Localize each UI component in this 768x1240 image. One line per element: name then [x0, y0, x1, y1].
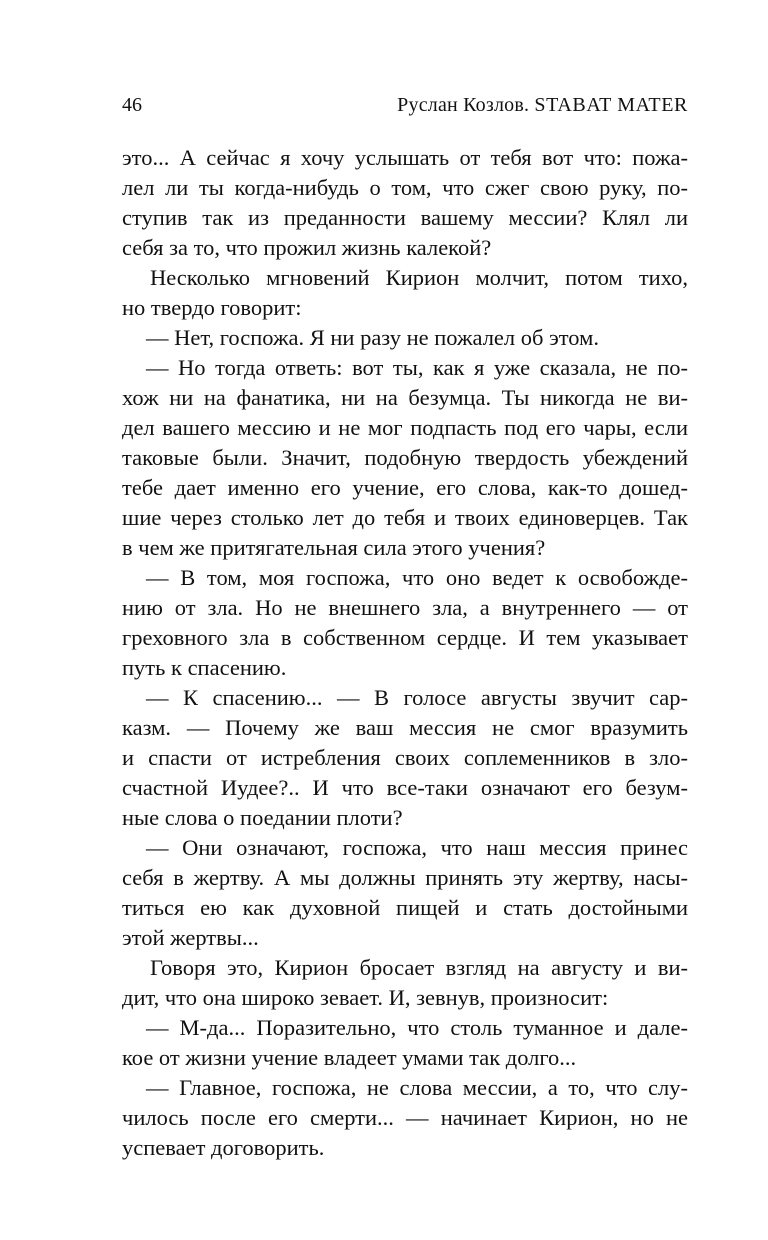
- text-line: греховного зла в собственном сердце. И тем указывает: [122, 625, 688, 650]
- text-line: ступив так из преданности вашему мессии? Клял ли: [122, 205, 688, 230]
- author-name: Руслан Козлов.: [397, 94, 530, 116]
- text-line: — В том, моя госпожа, что оно ведет к освобожде-: [146, 565, 688, 590]
- book-title: STABAT MATER: [534, 94, 688, 116]
- text-line: нию от зла. Но не внешнего зла, а внутреннего — от: [122, 595, 688, 620]
- text-line: — Главное, госпожа, не слова мессии, а то, что слу-: [146, 1075, 688, 1100]
- text-line: хож ни на фанатика, ни на безумца. Ты никогда не ви-: [122, 385, 688, 410]
- text-line: успевает договорить.: [122, 1135, 325, 1160]
- text-line: — К спасению... — В голосе августы звучит сар-: [146, 685, 688, 710]
- text-line: путь к спасению.: [122, 655, 287, 680]
- text-line: Говоря это, Кирион бросает взгляд на августу и ви-: [150, 955, 688, 980]
- text-line: кое от жизни учение владеет умами так долго...: [122, 1045, 577, 1070]
- text-line: счастной Иудее?.. И что все-таки означают его безум-: [122, 775, 688, 800]
- running-head: [397, 94, 688, 117]
- text-line: — Нет, госпожа. Я ни разу не пожалел об этом.: [146, 325, 599, 350]
- text-line: дел вашего мессию и не мог подпасть под его чары, если: [122, 415, 688, 440]
- text-line: чилось после его смерти... — начинает Кирион, но не: [122, 1105, 688, 1130]
- text-line: ные слова о поедании плоти?: [122, 805, 403, 830]
- text-line: титься ею как духовной пищей и стать достойными: [122, 895, 688, 920]
- text-line: казм. — Почему же ваш мессия не смог вразумить: [122, 715, 688, 740]
- text-line: шие через столько лет до тебя и твоих единоверцев. Так: [122, 505, 688, 530]
- page-number: 46: [122, 94, 142, 116]
- text-line: себя за то, что прожил жизнь калекой?: [122, 235, 492, 260]
- text-line: — Они означают, госпожа, что наш мессия принес: [146, 835, 688, 860]
- page-header: [122, 94, 688, 124]
- text-line: лел ли ты когда-нибудь о том, что сжег свою руку, по-: [122, 175, 688, 200]
- text-line: дит, что она широко зевает. И, зевнув, произносит:: [122, 985, 609, 1010]
- text-line: Несколько мгновений Кирион молчит, потом тихо,: [150, 265, 688, 290]
- text-line: — Но тогда ответь: вот ты, как я уже сказала, не по-: [146, 355, 688, 380]
- text-line: этой жертвы...: [122, 925, 259, 950]
- text-line: в чем же притягательная сила этого учения?: [122, 535, 546, 560]
- text-line: это... А сейчас я хочу услышать от тебя вот что: пожа-: [122, 145, 688, 170]
- text-line: но твердо говорит:: [122, 295, 302, 320]
- text-line: себя в жертву. А мы должны принять эту жертву, насы-: [122, 865, 688, 890]
- text-line: — М-да... Поразительно, что столь туманное и дале-: [146, 1015, 688, 1040]
- body-text: [122, 143, 688, 1163]
- text-line: тебе дает именно его учение, его слова, как-то дошед-: [122, 475, 688, 500]
- text-line: и спасти от истребления своих соплеменников в зло-: [122, 745, 688, 770]
- text-line: таковые были. Значит, подобную твердость убеждений: [122, 445, 688, 470]
